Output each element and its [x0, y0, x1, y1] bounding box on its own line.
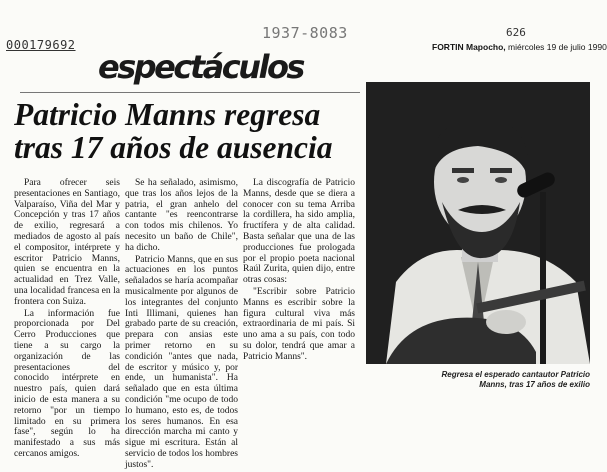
photo-caption: Regresa el esperado cantautor Patricio Manns, tras 17 años de exilio [441, 370, 590, 389]
article-column-2 [125, 178, 238, 472]
publication-name: FORTIN Mapocho, [432, 42, 506, 52]
article-paragraph: Para ofrecer seis presentaciones en Santiago, Valparaíso, Viña del Mar y Concepción y tras 17 años de exilio, regresará a mediados de agosto al país el compositor, intérprete y escritor Patricio Manns, quien se encuentra en la actualidad en Trez Valle, una localidad francesa en la frontera con Suiza. [14, 178, 120, 307]
article-photo [366, 82, 590, 364]
article-headline: Patricio Manns regresa tras 17 años de ausencia [14, 97, 333, 165]
section-heading: espectáculos [98, 48, 303, 86]
section-rule [20, 92, 360, 93]
article-paragraph: Se ha señalado, asimismo, que tras los años lejos de la patria, el gran anhelo del cantante "es reencontrarse con todos mis chilenos. Yo necesito un baño de Chile", ha dicho. [125, 178, 238, 253]
masthead [432, 42, 607, 52]
article-paragraph: La información fue proporcionada por Del Cerro Producciones que tiene a su cargo la organización de las presentaciones del conocido intérprete en nuestro país, quien dará inicio de esta manera a su retorno "por un tiempo limitado en su primera fase", según lo ha manifestado a sus más cercanos amigos. [14, 308, 120, 459]
singer-photo-illustration [366, 82, 590, 364]
archive-id-annotation: 000179692 [6, 38, 76, 52]
article-paragraph: Patricio Manns, que en sus actuaciones en los puntos señalados se haría acompañar musicalmente por algunos de los integrantes del conjunto Inti Illimani, quienes han grabado parte de su creación, prepara con ansias este primer retorno en su condición "antes que nada, de escritor y músico y, por ende, un humanista". Ha señalado que en esta última condición "me ocupo de todo lo humano, esto es, de todos los seres humanos. En esa dirección marcha mi canto y sigue mi escritura. Están al servicio de todos los hombres justos". [125, 254, 238, 470]
article-column-1 [14, 178, 120, 461]
archive-dates-annotation: 1937-8083 [262, 24, 348, 42]
article-paragraph: "Escribir sobre Patricio Manns es escribir sobre la figura cultural viva más extraordinaria de mi país. Si uno ama a su país, con todo su dolor, tendrá que amar a Patricio Manns". [243, 286, 355, 362]
page-number-annotation: 626 [506, 26, 526, 39]
article-paragraph: La discografía de Patricio Manns, desde que se diera a conocer con su tema Arriba la cordillera, ha sido amplia, fructífera y de alta calidad. Basta señalar que una de las producciones fue prologada por el propio poeta nacional Raúl Zurita, quien dijo, entre otras cosas: [243, 178, 355, 286]
publication-date: miércoles 19 de julio 1990 [508, 42, 607, 52]
article-column-3 [243, 178, 355, 364]
